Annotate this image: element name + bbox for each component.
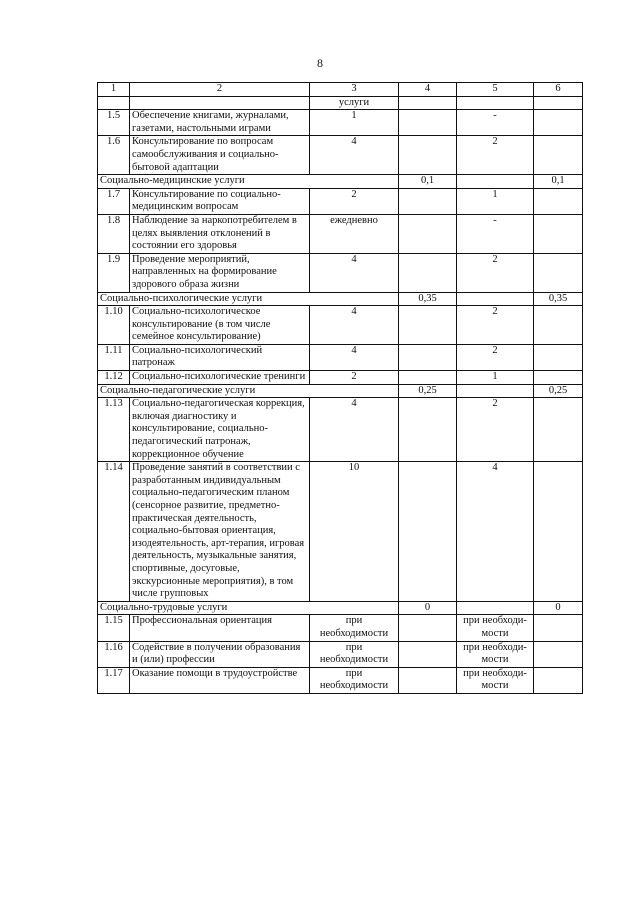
continuation-row [98, 96, 583, 110]
item-name: Обеспечение книгами, журналами, газетами, настольными играми [130, 110, 310, 136]
table-row [98, 214, 583, 253]
table-cell: 2 [457, 344, 534, 370]
table-cell [98, 96, 130, 110]
table-cell [399, 214, 457, 253]
item-number: 1.8 [98, 214, 130, 253]
table-cell: 0,1 [534, 175, 583, 189]
table-cell [457, 384, 534, 398]
table-cell: при необходимости [310, 641, 399, 667]
table-cell: 2 [457, 136, 534, 175]
table-cell [534, 110, 583, 136]
table-cell [130, 96, 310, 110]
table-cell [534, 667, 583, 693]
table-row [98, 344, 583, 370]
table-row [98, 398, 583, 462]
table-cell: 2 [457, 253, 534, 292]
table-cell: 2 [457, 398, 534, 462]
table-cell [399, 462, 457, 602]
item-name: Профессиональная ориентация [130, 615, 310, 641]
table-cell: 0 [534, 601, 583, 615]
table-row [98, 253, 583, 292]
table-cell [399, 344, 457, 370]
table-cell [534, 136, 583, 175]
section-title: Социально-педагогические услуги [98, 384, 399, 398]
item-number: 1.16 [98, 641, 130, 667]
table-cell [457, 175, 534, 189]
table-cell [399, 253, 457, 292]
table-row [98, 641, 583, 667]
table-cell: ежедневно [310, 214, 399, 253]
item-number: 1.11 [98, 344, 130, 370]
section-title: Социально-психологические услуги [98, 292, 399, 306]
table-cell [399, 96, 457, 110]
table-row [98, 136, 583, 175]
table-cell [534, 462, 583, 602]
table-cell [399, 136, 457, 175]
section-row [98, 175, 583, 189]
item-name: Социально-педагогическая коррекция, включая диагностику и консультирование, социально-педагогический патронаж, коррекционное обучение [130, 398, 310, 462]
item-name: Социально-психологический патронаж [130, 344, 310, 370]
header-cell: 5 [457, 83, 534, 97]
item-name: Консультирование по вопросам самообслуживания и социально-бытовой адаптации [130, 136, 310, 175]
table-cell: 10 [310, 462, 399, 602]
table-cell: - [457, 110, 534, 136]
table-cell [457, 292, 534, 306]
table-row [98, 110, 583, 136]
table-cell: при необходи-мости [457, 641, 534, 667]
table-cell: 1 [457, 188, 534, 214]
item-name: Консультирование по социально-медицинским вопросам [130, 188, 310, 214]
table-cell [534, 188, 583, 214]
item-name: Социально-психологические тренинги [130, 371, 310, 385]
item-number: 1.12 [98, 371, 130, 385]
item-number: 1.17 [98, 667, 130, 693]
table-cell [399, 641, 457, 667]
section-row [98, 601, 583, 615]
item-number: 1.9 [98, 253, 130, 292]
item-name: Наблюдение за наркопотребителем в целях выявления отклонений в состоянии его здоровья [130, 214, 310, 253]
table-cell [534, 253, 583, 292]
table-cell [534, 96, 583, 110]
table-cell: 2 [310, 371, 399, 385]
table-cell: - [457, 214, 534, 253]
item-number: 1.15 [98, 615, 130, 641]
table-cell: 4 [310, 253, 399, 292]
section-row [98, 384, 583, 398]
table-header-row [98, 83, 583, 97]
table-row [98, 188, 583, 214]
table-cell: при необходимости [310, 667, 399, 693]
services-table [97, 82, 583, 694]
table-cell: 1 [457, 371, 534, 385]
table-cell: 4 [310, 136, 399, 175]
item-name: Проведение мероприятий, направленных на формирование здорового образа жизни [130, 253, 310, 292]
item-name: Содействие в получении образования и (или) профессии [130, 641, 310, 667]
header-cell: 2 [130, 83, 310, 97]
table-cell: при необходи-мости [457, 667, 534, 693]
item-number: 1.10 [98, 306, 130, 345]
table-cell [457, 601, 534, 615]
table-cell [399, 306, 457, 345]
section-row [98, 292, 583, 306]
table-cell [399, 110, 457, 136]
table-row [98, 306, 583, 345]
item-name: Социально-психологическое консультирование (в том числе семейное консультирование) [130, 306, 310, 345]
table-cell [399, 615, 457, 641]
table-cell: 4 [310, 344, 399, 370]
table-row [98, 667, 583, 693]
table-row [98, 462, 583, 602]
table-cell [399, 371, 457, 385]
table-cell: 2 [457, 306, 534, 345]
table-cell: 4 [457, 462, 534, 602]
table-cell: 1 [310, 110, 399, 136]
table-cell: 0,35 [534, 292, 583, 306]
table-row [98, 615, 583, 641]
item-number: 1.6 [98, 136, 130, 175]
item-number: 1.14 [98, 462, 130, 602]
table-cell: 0,35 [399, 292, 457, 306]
table-cell: 0,25 [399, 384, 457, 398]
table-cell: услуги [310, 96, 399, 110]
table-cell [534, 371, 583, 385]
section-title: Социально-трудовые услуги [98, 601, 399, 615]
table-cell: 4 [310, 398, 399, 462]
item-name: Проведение занятий в соответствии с разработанным индивидуальным социально-педагогическим планом (сенсорное развитие, предметно-практическая деятельность, социально-бытовая ориентация, изодеятельность, арт-терапия, игровая деятельность, музыкальные занятия, спортивные, досуговые, экскурсионные мероприятия), в том числе групповых [130, 462, 310, 602]
table-cell: при необходимости [310, 615, 399, 641]
table-row [98, 371, 583, 385]
table-cell [399, 398, 457, 462]
item-number: 1.5 [98, 110, 130, 136]
table-cell: 0,25 [534, 384, 583, 398]
table-cell [534, 344, 583, 370]
table-cell [457, 96, 534, 110]
item-number: 1.7 [98, 188, 130, 214]
header-cell: 6 [534, 83, 583, 97]
table-cell [534, 641, 583, 667]
table-cell: при необходи-мости [457, 615, 534, 641]
table-cell: 0 [399, 601, 457, 615]
header-cell: 4 [399, 83, 457, 97]
table-cell [534, 398, 583, 462]
header-cell: 3 [310, 83, 399, 97]
header-cell: 1 [98, 83, 130, 97]
table-cell [534, 214, 583, 253]
page-number: 8 [317, 56, 323, 70]
table-cell [534, 306, 583, 345]
table-cell [399, 667, 457, 693]
table-cell [534, 615, 583, 641]
table-cell: 4 [310, 306, 399, 345]
table-cell: 0,1 [399, 175, 457, 189]
item-number: 1.13 [98, 398, 130, 462]
item-name: Оказание помощи в трудоустройстве [130, 667, 310, 693]
table-cell [399, 188, 457, 214]
table-cell: 2 [310, 188, 399, 214]
section-title: Социально-медицинские услуги [98, 175, 399, 189]
